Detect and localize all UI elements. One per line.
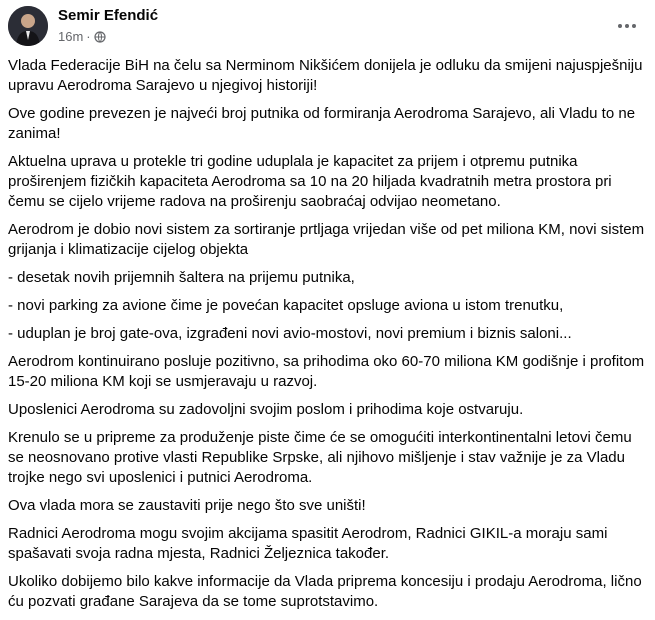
post-time[interactable]: 16m <box>58 29 84 44</box>
post-paragraph: Ove godine prevezen je najveći broj putnika od formiranja Aerodroma Sarajevo, ali Vladu to ne zanima! <box>8 105 636 142</box>
post-paragraph: Ukoliko dobijemo bilo kakve informacije da Vlada priprema koncesiju i prodaju Aerodroma, lično ću pozvati građane Sarajeva da se tome suprotstavimo. <box>8 573 642 610</box>
post-paragraph: Ova vlada mora se zaustaviti prije nego što sve uništi! <box>8 497 366 514</box>
post-paragraph: - desetak novih prijemnih šaltera na prijemu putnika, <box>8 269 355 286</box>
globe-icon[interactable] <box>94 31 106 43</box>
post-header <box>8 4 647 48</box>
post-paragraph: Radnici Aerodroma mogu svojim akcijama spasitit Aerodrom, Radnici GIKIL-a moraju sami spašavati svoja radna mjesta, Radnici Željeznica također. <box>8 525 608 562</box>
post-paragraph: Aktuelna uprava u protekle tri godine uduplala je kapacitet za prijem i otpremu putnika proširenjem fizičkih kapaciteta Aerodroma sa 10 na 20 hiljada kvadratnih metra prostora pri čemu se cijelo vrijeme radova na proširenju saobraćaj odvijao neometano. <box>8 153 612 210</box>
post-paragraph: Aerodrom je dobio novi sistem za sortiranje prtljaga vrijedan više od pet miliona KM, novi sistem grijanja i klimatizacije cijelog objekta <box>8 221 645 258</box>
post-paragraph: - uduplan je broj gate-ova, izgrađeni novi avio-mostovi, novi premium i biznis saloni... <box>8 325 572 342</box>
post-paragraph: Aerodrom kontinuirano posluje pozitivno, sa prihodima oko 60-70 miliona KM godišnje i profitom 15-20 miliona KM koji se usmjeravaju u razvoj. <box>8 353 645 390</box>
post-paragraph: - novi parking za avione čime je povećan kapacitet opsluge aviona u istom trenutku, <box>8 297 564 314</box>
author-name[interactable]: Semir Efendić <box>58 7 159 24</box>
avatar[interactable] <box>8 6 48 46</box>
post-paragraph: Uposlenici Aerodroma su zadovoljni svojim poslom i prihodima koje ostvaruju. <box>8 401 524 418</box>
more-options-icon[interactable] <box>613 12 641 40</box>
post-paragraph: Vlada Federacije BiH na čelu sa Nerminom Nikšićem donijela je odluku da smijeni najuspješniju upravu Aerodroma Sarajevo u njegivoj historiji! <box>8 57 643 94</box>
post-meta <box>58 29 106 44</box>
meta-separator: · <box>86 29 91 44</box>
post-body <box>8 56 647 620</box>
post-paragraph: Krenulo se u pripreme za produženje piste čime će se omogućiti interkontinentalni letovi čemu se neosnovano protive vlasti Republike Srpske, ali njihovo mišljenje i stav važnije je za Vladu trojke nego svi uposlenici i putnici Aerodroma. <box>8 429 632 486</box>
